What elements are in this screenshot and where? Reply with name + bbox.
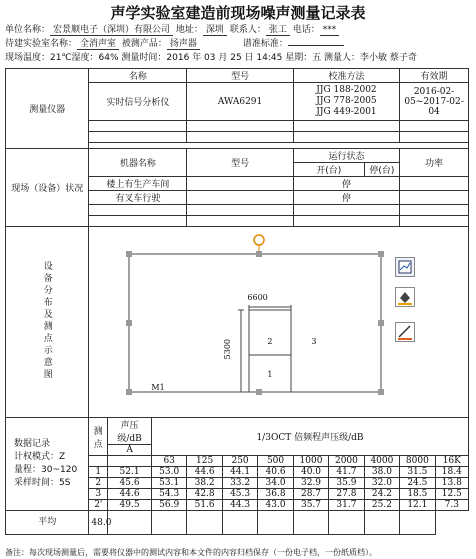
method-1: JJG 188-2002 (316, 85, 377, 95)
value-cell: 13.8 (435, 478, 468, 489)
phone-value: *** (320, 25, 340, 36)
col-name: 名称 (89, 69, 187, 83)
value-cell: 38.2 (187, 478, 222, 489)
value-cell: 34.0 (258, 478, 293, 489)
col-model: 型号 (187, 69, 293, 83)
freq-1000: 1000 (293, 456, 328, 467)
machine-2-state: 停 (293, 191, 399, 205)
dim-height: 5300 (223, 339, 233, 360)
col-valid: 有效期 (400, 69, 469, 83)
instrument-valid: 2016-02-05~2017-02-04 (400, 83, 469, 121)
fill-color-icon[interactable] (395, 287, 415, 307)
point-2: 2 (267, 337, 273, 346)
lab-value: 全消声室 (77, 39, 119, 50)
col-off: 停(台) (364, 163, 399, 177)
chart-tool-icon[interactable] (395, 257, 415, 277)
point-cell: 2 (89, 478, 108, 489)
weighting-mode: 计权模式：Z (14, 452, 66, 462)
instrument-model: AWA6291 (187, 83, 293, 121)
contact-label: 联系人： (229, 25, 266, 35)
value-cell: 53.0 (151, 467, 186, 478)
a-cell: 44.6 (108, 489, 152, 500)
value-cell: 38.0 (364, 467, 399, 478)
company-value: 宏景顺电子（深圳）有限公司 (50, 25, 173, 36)
col-a: A (108, 445, 152, 456)
machine-2: 有叉车行驶 (89, 191, 187, 205)
col-spl: 声压级/dB (108, 418, 152, 445)
col-octave: 1/3OCT 倍频程声压级/dB (151, 418, 468, 456)
value-cell: 35.9 (329, 478, 364, 489)
machine-1-state: 停 (293, 177, 399, 191)
company-label: 单位名称： (5, 25, 51, 35)
value-cell: 44.3 (222, 500, 257, 511)
col-machine: 机器名称 (89, 149, 187, 177)
range: 量程：30~120 (14, 465, 78, 475)
a-cell: 45.6 (108, 478, 152, 489)
layout-diagram (89, 227, 468, 417)
equipment-label: 现场（设备）状况 (6, 149, 89, 227)
value-cell: 56.9 (151, 500, 186, 511)
value-cell: 27.8 (329, 489, 364, 500)
page-title: 声学实验室建造前现场噪声测量记录表 (110, 4, 366, 22)
value-cell: 51.6 (187, 500, 222, 511)
method-2: JJG 778-2005 (316, 96, 377, 106)
freq-125: 125 (187, 456, 222, 467)
avg-value: 48.0 (89, 511, 108, 535)
lab-label: 待建实验室名称： (5, 39, 78, 49)
value-cell: 33.2 (222, 478, 257, 489)
value-cell: 24.2 (364, 489, 399, 500)
col-point: 测点 (89, 418, 108, 456)
value-cell: 53.1 (151, 478, 186, 489)
col-power: 功率 (400, 149, 469, 177)
footer-note: 备注：每次现场测量后，需要将仪器中的测试内容和本文件的内容归档保存（一份电子档，一份纸质档）。 (5, 548, 377, 557)
col-calibration: 校准方法 (293, 69, 399, 83)
freq-8000: 8000 (400, 456, 435, 467)
point-3: 3 (311, 337, 317, 346)
value-cell: 18.4 (435, 467, 468, 478)
freq-250: 250 (222, 456, 257, 467)
layout-canvas (89, 227, 473, 417)
address-label: 地址： (175, 25, 203, 35)
instruments-label: 测量仪器 (6, 69, 89, 149)
layout-label-text: 设备分布及测点示意图 (41, 260, 52, 381)
phone-label: 电话： (292, 25, 320, 35)
col-state: 运行状态 (293, 149, 399, 163)
value-cell: 35.7 (293, 500, 328, 511)
value-cell: 12.1 (400, 500, 435, 511)
point-cell: 2' (89, 500, 108, 511)
freq-63: 63 (151, 456, 186, 467)
point-cell: 1 (89, 467, 108, 478)
a-cell: 52.1 (108, 467, 152, 478)
data-record-label (6, 418, 89, 511)
standard-label: 谱准标准： (242, 39, 288, 49)
method-3: JJG 449-2001 (316, 107, 377, 117)
header-row-1 (5, 22, 339, 35)
value-cell: 18.5 (400, 489, 435, 500)
value-cell: 41.7 (329, 467, 364, 478)
point-1: 1 (267, 370, 273, 379)
header-row-3: 现场温度：21℃湿度：64% 测量时间：2016 年 03 月 25 日 14:45 星期：五 测量人：李小敏 蔡子奇 (5, 53, 417, 63)
freq-4000: 4000 (364, 456, 399, 467)
data-record-title: 数据记录 (14, 439, 51, 449)
value-cell: 32.9 (293, 478, 328, 489)
instrument-name: 实时信号分析仪 (89, 83, 187, 121)
value-cell: 40.6 (258, 467, 293, 478)
value-cell: 7.3 (435, 500, 468, 511)
a-cell: 49.5 (108, 500, 152, 511)
value-cell: 12.5 (435, 489, 468, 500)
value-cell: 44.6 (187, 467, 222, 478)
avg-label: 平均 (6, 511, 89, 535)
col-on: 开(台) (293, 163, 364, 177)
freq-16k: 16K (435, 456, 468, 467)
value-cell: 54.3 (151, 489, 186, 500)
line-color-icon[interactable] (395, 322, 415, 342)
value-cell: 42.8 (187, 489, 222, 500)
value-cell: 43.0 (258, 500, 293, 511)
contact-value: 张工 (266, 25, 290, 36)
value-cell: 31.7 (329, 500, 364, 511)
value-cell: 44.1 (222, 467, 257, 478)
product-label: 被测产品： (121, 39, 167, 49)
calibration-methods (293, 83, 399, 121)
address-value: 深圳 (203, 25, 227, 36)
col-eq-model: 型号 (187, 149, 293, 177)
machine-1: 楼上有生产车间 (89, 177, 187, 191)
value-cell: 36.8 (258, 489, 293, 500)
record-table (5, 68, 469, 535)
freq-2000: 2000 (329, 456, 364, 467)
value-cell: 31.5 (400, 467, 435, 478)
value-cell: 40.0 (293, 467, 328, 478)
product-value: 扬声器 (167, 39, 200, 50)
value-cell: 25.2 (364, 500, 399, 511)
value-cell: 32.0 (364, 478, 399, 489)
dim-width: 6600 (247, 293, 268, 302)
sample-time: 采样时间：5S (14, 478, 71, 488)
value-cell: 45.3 (222, 489, 257, 500)
header-row-2 (5, 36, 344, 49)
value-cell: 28.7 (293, 489, 328, 500)
value-cell: 24.5 (400, 478, 435, 489)
layout-label (6, 227, 89, 418)
freq-500: 500 (258, 456, 293, 467)
point-cell: 3 (89, 489, 108, 500)
mic-m1: M1 (151, 383, 165, 392)
